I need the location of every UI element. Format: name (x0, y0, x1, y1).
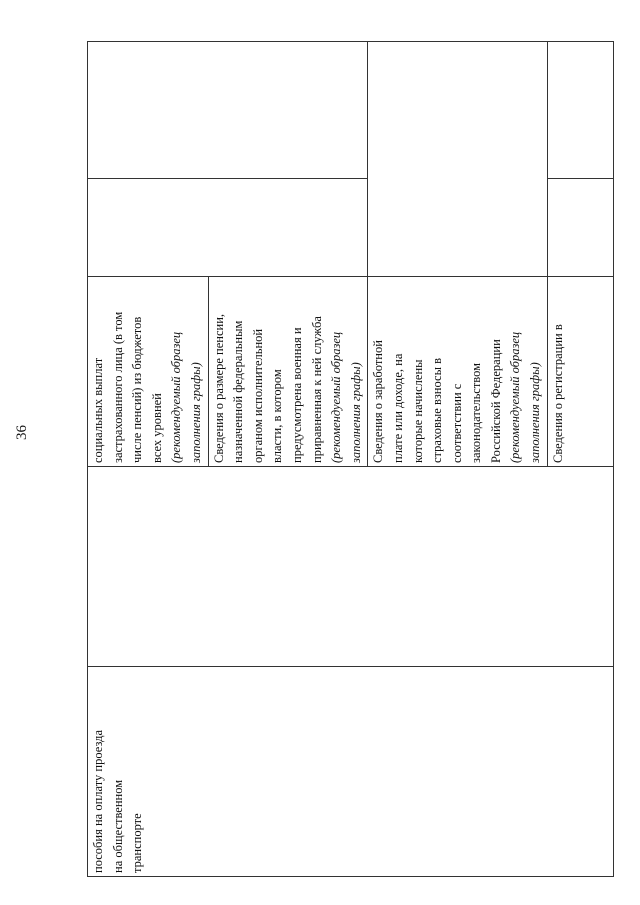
text-line: соответствии с (449, 383, 464, 463)
text-line: Сведения о регистрации в (550, 324, 565, 463)
text-line: законодательством (469, 362, 484, 463)
text-line: Сведения о размере пенсии, (211, 313, 226, 463)
text-line: всех уровней (149, 393, 164, 463)
benefit-cell (88, 667, 614, 877)
sample-note: (рекомендуемый образец (169, 331, 184, 463)
page-number: 36 (14, 425, 30, 440)
info-cell (88, 277, 209, 467)
sample-note: заполнения графы) (348, 362, 363, 463)
empty-cell (88, 42, 368, 179)
benefit-line: транспорте (130, 813, 145, 873)
text-line: предусмотрена военная и (289, 327, 304, 463)
sample-note: (рекомендуемый образец (329, 331, 344, 463)
text-line: органом исполнительной (250, 328, 265, 463)
empty-cell (368, 42, 547, 277)
info-cell (368, 277, 547, 467)
text-line: застрахованного лица (в том (110, 311, 125, 463)
empty-cell (547, 42, 613, 179)
empty-cell (88, 467, 614, 667)
empty-cell (88, 179, 368, 277)
info-cell (208, 277, 368, 467)
text-line: социальных выплат (91, 357, 105, 463)
text-line: числе пенсий) из бюджетов (130, 316, 145, 463)
text-line: приравненная к ней служба (309, 316, 324, 463)
text-line: страховые взносы в (430, 357, 445, 463)
text-line: плате или доходе, на (390, 353, 405, 463)
sample-note: (рекомендуемый образец (508, 331, 523, 463)
text-line: которые начислены (410, 359, 425, 463)
empty-cell (547, 179, 613, 277)
benefit-line: пособия на оплату проезда (91, 729, 105, 873)
text-line: Российской Федерации (488, 339, 503, 463)
rotated-table-container (87, 42, 565, 877)
table-row (88, 42, 209, 877)
text-line: Сведения о заработной (371, 340, 386, 463)
text-line: назначенной федеральным (231, 320, 246, 463)
sample-note: заполнения графы) (528, 362, 543, 463)
text-line: власти, в котором (270, 369, 285, 463)
sample-note: заполнения графы) (188, 362, 203, 463)
document-table (87, 41, 614, 877)
info-cell (547, 277, 613, 467)
benefit-line: на общественном (110, 779, 125, 873)
